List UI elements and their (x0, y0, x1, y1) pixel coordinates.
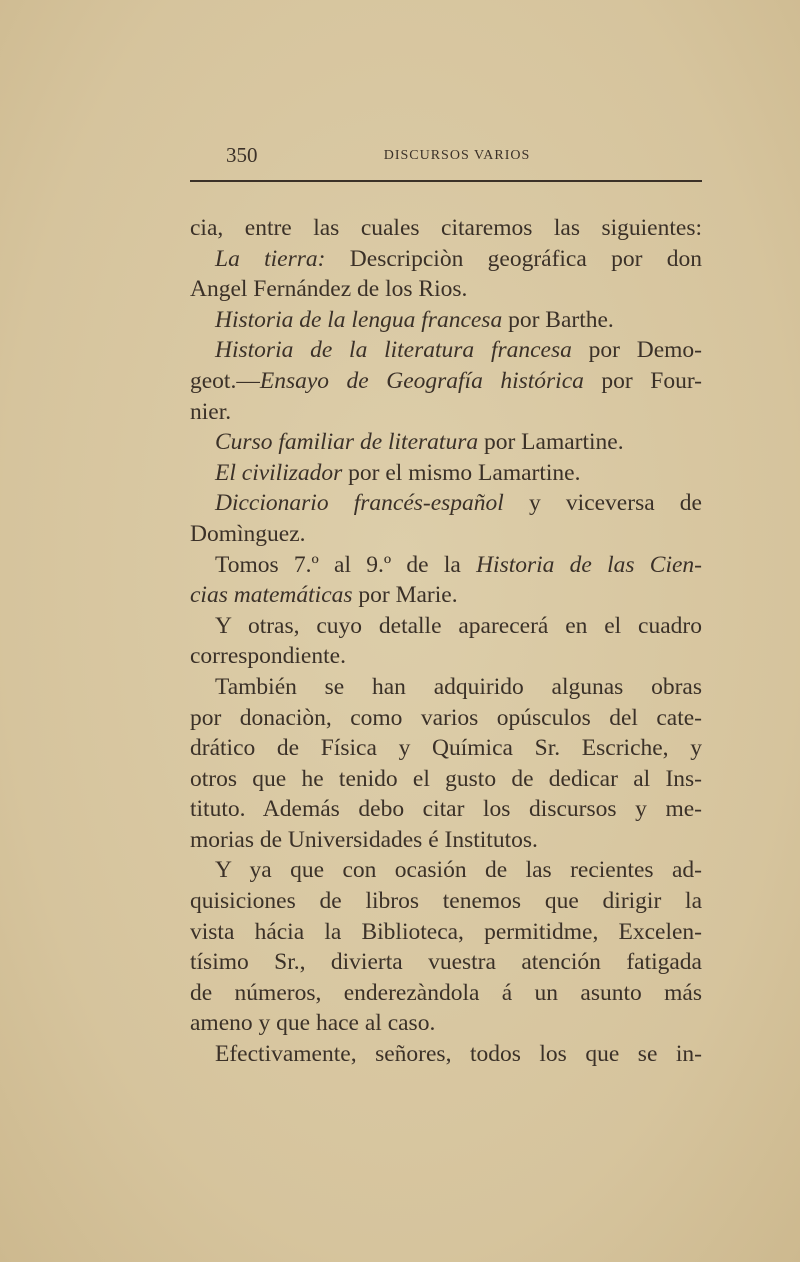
text-run: geot.— (190, 367, 260, 394)
italic-title: Historia de la lengua francesa (215, 306, 503, 333)
paragraph (190, 672, 702, 856)
text-run: También se han adquirido algunas obras (215, 673, 702, 700)
text-line (190, 978, 702, 1009)
page-number: 350 (226, 143, 258, 167)
italic-title: Historia de la literatura francesa (215, 337, 572, 364)
text-line (190, 244, 702, 275)
paragraph (190, 427, 702, 458)
italic-title: Curso familiar de literatura (215, 429, 479, 456)
paragraph (190, 550, 702, 611)
running-title: DISCURSOS VARIOS (383, 148, 531, 163)
text-line (190, 550, 702, 581)
text-run: y viceversa de (503, 490, 702, 517)
text-run: por Marie. (352, 582, 458, 609)
paragraph (190, 335, 702, 427)
paragraph (190, 1039, 702, 1070)
text-line (190, 733, 702, 764)
text-run: vista hácia la Biblioteca, permitidme, Excelen- (190, 918, 702, 945)
paragraph (190, 244, 702, 305)
text-run: Y otras, cuyo detalle aparecerá en el cuadro (215, 612, 702, 639)
text-line (190, 458, 702, 489)
text-line (190, 213, 702, 244)
italic-title: El civilizador (215, 459, 343, 486)
text-run: ameno y que hace al caso. (190, 1010, 436, 1037)
text-line (190, 1039, 702, 1070)
text-run: Domìnguez. (190, 520, 306, 547)
text-run: Tomos 7.º al 9.º de la (215, 551, 477, 578)
text-line (190, 1008, 702, 1039)
paragraph (190, 305, 702, 336)
text-run: por Four- (583, 367, 703, 394)
text-line (190, 672, 702, 703)
text-line (190, 488, 702, 519)
italic-title: Historia de las Cien- (476, 551, 702, 578)
text-line (190, 427, 702, 458)
text-run: quisiciones de libros tenemos que dirigir la (190, 888, 702, 915)
text-line (190, 825, 702, 856)
text-line (190, 764, 702, 795)
text-line (190, 580, 702, 611)
body-text (190, 213, 702, 1070)
text-run: otros que he tenido el gusto de dedicar al Ins- (190, 765, 702, 792)
text-run: Efectivamente, señores, todos los que se in- (215, 1041, 702, 1068)
text-line (190, 335, 702, 366)
text-run: nier. (190, 398, 232, 425)
text-run: de números, enderezàndola á un asunto más (190, 979, 702, 1006)
text-run: por donaciòn, como varios opúsculos del cate- (190, 704, 702, 731)
text-line (190, 305, 702, 336)
text-line (190, 519, 702, 550)
text-line (190, 917, 702, 948)
text-run: Y ya que con ocasión de las recientes ad- (215, 857, 702, 884)
paragraph (190, 611, 702, 672)
page-header (190, 143, 702, 173)
text-line (190, 886, 702, 917)
text-line (190, 947, 702, 978)
italic-title: cias matemáticas (190, 582, 353, 609)
text-run: tituto. Además debo citar los discursos y me- (190, 796, 702, 823)
paragraph (190, 213, 702, 244)
text-run: por Lamartine. (478, 429, 624, 456)
italic-title: La tierra: (215, 245, 326, 272)
text-line (190, 855, 702, 886)
text-run: por Barthe. (502, 306, 614, 333)
text-run: tísimo Sr., divierta vuestra atención fatigada (190, 949, 702, 976)
text-line (190, 611, 702, 642)
paragraph (190, 458, 702, 489)
text-line (190, 366, 702, 397)
text-line (190, 397, 702, 428)
paragraph (190, 488, 702, 549)
text-line (190, 703, 702, 734)
text-line (190, 641, 702, 672)
text-run: Angel Fernández de los Rios. (190, 276, 468, 303)
text-run: drático de Física y Química Sr. Escriche, y (190, 735, 702, 762)
text-line (190, 794, 702, 825)
text-run: por el mismo Lamartine. (342, 459, 581, 486)
text-run: morias de Universidades é Institutos. (190, 826, 538, 853)
header-rule (190, 180, 702, 182)
text-run: Descripciòn geográfica por don (325, 245, 702, 272)
italic-title: Ensayo de Geografía histórica (259, 367, 584, 394)
paragraph (190, 855, 702, 1039)
text-run: por Demo- (571, 337, 702, 364)
text-run: correspondiente. (190, 643, 346, 670)
italic-title: Diccionario francés-español (215, 490, 504, 517)
text-run: cia, entre las cuales citaremos las siguientes: (190, 215, 702, 241)
text-line (190, 274, 702, 305)
